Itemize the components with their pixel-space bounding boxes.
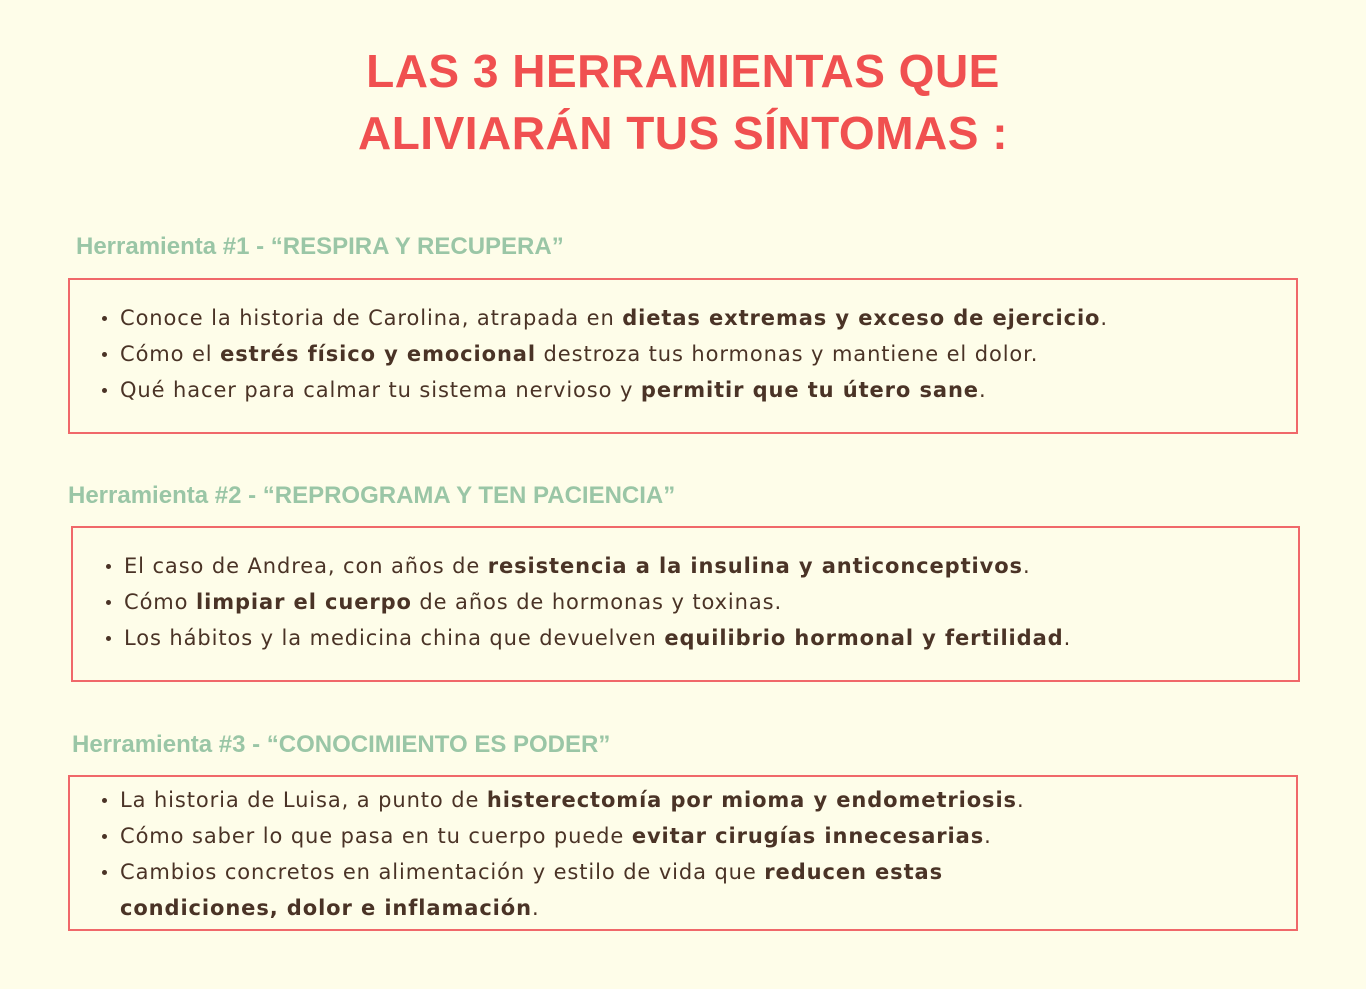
list-item: La historia de Luisa, a punto de histerectomía por mioma y endometriosis. <box>100 782 1296 818</box>
tool-2-heading: Herramienta #2 - “REPROGRAMA Y TEN PACIENCIA” <box>68 482 676 509</box>
list-item: Cómo limpiar el cuerpo de años de hormonas y toxinas. <box>104 584 1298 620</box>
list-item: El caso de Andrea, con años de resistencia a la insulina y anticonceptivos. <box>104 548 1298 584</box>
tool-2-box <box>71 526 1300 682</box>
list-item: Qué hacer para calmar tu sistema nervioso y permitir que tu útero sane. <box>100 372 1296 408</box>
tool-1-box <box>68 278 1298 434</box>
list-item: Conoce la historia de Carolina, atrapada en dietas extremas y exceso de ejercicio. <box>100 300 1296 336</box>
list-item: Cambios concretos en alimentación y estilo de vida que reducen estas condiciones, dolor e inflamación. <box>100 854 1296 926</box>
page-title <box>0 40 1366 164</box>
list-item: Los hábitos y la medicina china que devuelven equilibrio hormonal y fertilidad. <box>104 620 1298 656</box>
tool-2-list <box>104 548 1298 656</box>
title-line-1: LAS 3 HERRAMIENTAS QUE <box>366 45 1000 97</box>
title-line-2: ALIVIARÁN TUS SÍNTOMAS : <box>357 107 1009 159</box>
tool-3-list <box>100 782 1296 926</box>
list-item: Cómo saber lo que pasa en tu cuerpo puede evitar cirugías innecesarias. <box>100 818 1296 854</box>
tool-1-heading: Herramienta #1 - “RESPIRA Y RECUPERA” <box>76 233 564 260</box>
list-item: Cómo el estrés físico y emocional destroza tus hormonas y mantiene el dolor. <box>100 336 1296 372</box>
tool-1-list <box>100 300 1296 408</box>
tool-3-heading: Herramienta #3 - “CONOCIMIENTO ES PODER” <box>72 731 611 758</box>
tool-3-box <box>68 775 1298 931</box>
